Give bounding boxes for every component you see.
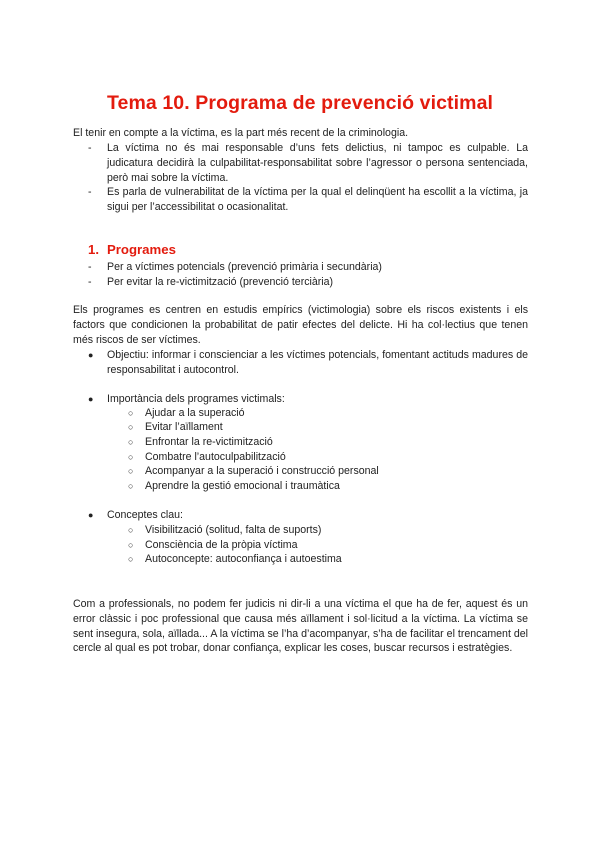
bullet-circle: ○ (128, 422, 134, 432)
bullet-dot: ● (88, 510, 94, 520)
bullet-dot: ● (88, 394, 94, 404)
bullet-circle: ○ (128, 466, 134, 476)
list-item-text: Conceptes clau: (107, 509, 183, 521)
list-item-text: Es parla de vulnerabilitat de la víctima per la qual el delinqüent ha escollit a la víctima, ja sigui per l’accessibilitat o ocasionalitat. (107, 186, 528, 213)
list-item-text: La víctima no és mai responsable d’uns fets delictius, ni tampoc es culpable. La judicatura decidirà la culpabilitat-responsabilitat sobre l’agressor o persona sentenciada, però mai sobre la víctima. (107, 142, 528, 184)
list-item (88, 508, 528, 523)
sub-list-item (128, 479, 528, 494)
bullet-circle: ○ (128, 540, 134, 550)
list-item (88, 392, 528, 407)
section-title: Programes (107, 242, 176, 257)
sub-list-item (128, 538, 528, 553)
bullet-circle: ○ (128, 452, 134, 462)
paragraph: Els programes es centren en estudis empírics (victimologia) sobre els riscos existents i els factors que condicionen la probabilitat de patir efectes del delicte. Hi ha col·lectius que tenen més riscos de ser víctimes. (73, 304, 528, 346)
bullet-circle: ○ (128, 525, 134, 535)
sub-list-item-text: Aprendre la gestió emocional i traumàtica (145, 480, 340, 492)
list-item-text: Objectiu: informar i conscienciar a les víctimes potencials, fomentant actituds madures de responsabilitat i autocontrol. (107, 349, 528, 376)
list-item (88, 260, 528, 275)
sub-list-item-text: Combatre l’autoculpabilització (145, 451, 286, 463)
section-number: 1. (88, 242, 99, 257)
bullet-circle: ○ (128, 554, 134, 564)
bullet-circle: ○ (128, 481, 134, 491)
dash-bullet: - (88, 142, 92, 154)
sub-list-item (128, 523, 528, 538)
list-item (88, 275, 528, 290)
bullet-circle: ○ (128, 437, 134, 447)
bullet-circle: ○ (128, 408, 134, 418)
sub-list-item (128, 552, 528, 567)
list-item-text: Importància dels programes victimals: (107, 393, 285, 405)
bullet-dot: ● (88, 350, 94, 360)
list-item-text: Per a víctimes potencials (prevenció primària i secundària) (107, 261, 382, 273)
list-item (88, 141, 528, 185)
sub-list-item-text: Evitar l’aïllament (145, 421, 223, 433)
sub-list-item-text: Autoconcepte: autoconfiança i autoestima (145, 553, 342, 565)
sub-list-item (128, 406, 528, 421)
list-item (88, 348, 528, 378)
list-item (88, 185, 528, 215)
sub-list-item (128, 450, 528, 465)
intro-text: El tenir en compte a la víctima, es la part més recent de la criminologia. (73, 127, 409, 139)
dash-bullet: - (88, 261, 92, 273)
sub-list-item-text: Ajudar a la superació (145, 407, 245, 419)
dash-bullet: - (88, 276, 92, 288)
sub-list-item-text: Acompanyar a la superació i construcció personal (145, 465, 379, 477)
section-heading (88, 242, 176, 257)
sub-list-item (128, 435, 528, 450)
closing-paragraph: Com a professionals, no podem fer judicis ni dir-li a una víctima el que ha de fer, aquest és un error clàssic i poc professional que causa més aïllament i sol·licitud a la víctima. La víctima se sent insegura, sola, aïllada... A la víctima se l’ha d’acompanyar, s’ha de facilitar el trencament del cercle al qual es pot trobar, donar confiança, explicar les coses, buscar recursos i estratègies. (73, 598, 528, 655)
dash-bullet: - (88, 186, 92, 198)
list-item-text: Per evitar la re-victimització (prevenció terciària) (107, 276, 334, 288)
sub-list-item (128, 464, 528, 479)
sub-list-item-text: Visibilització (solitud, falta de suports) (145, 524, 322, 536)
sub-list-item (128, 420, 528, 435)
page-title: Tema 10. Programa de prevenció victimal (106, 92, 494, 114)
sub-list-item-text: Enfrontar la re-victimització (145, 436, 273, 448)
sub-list-item-text: Consciència de la pròpia víctima (145, 539, 298, 551)
